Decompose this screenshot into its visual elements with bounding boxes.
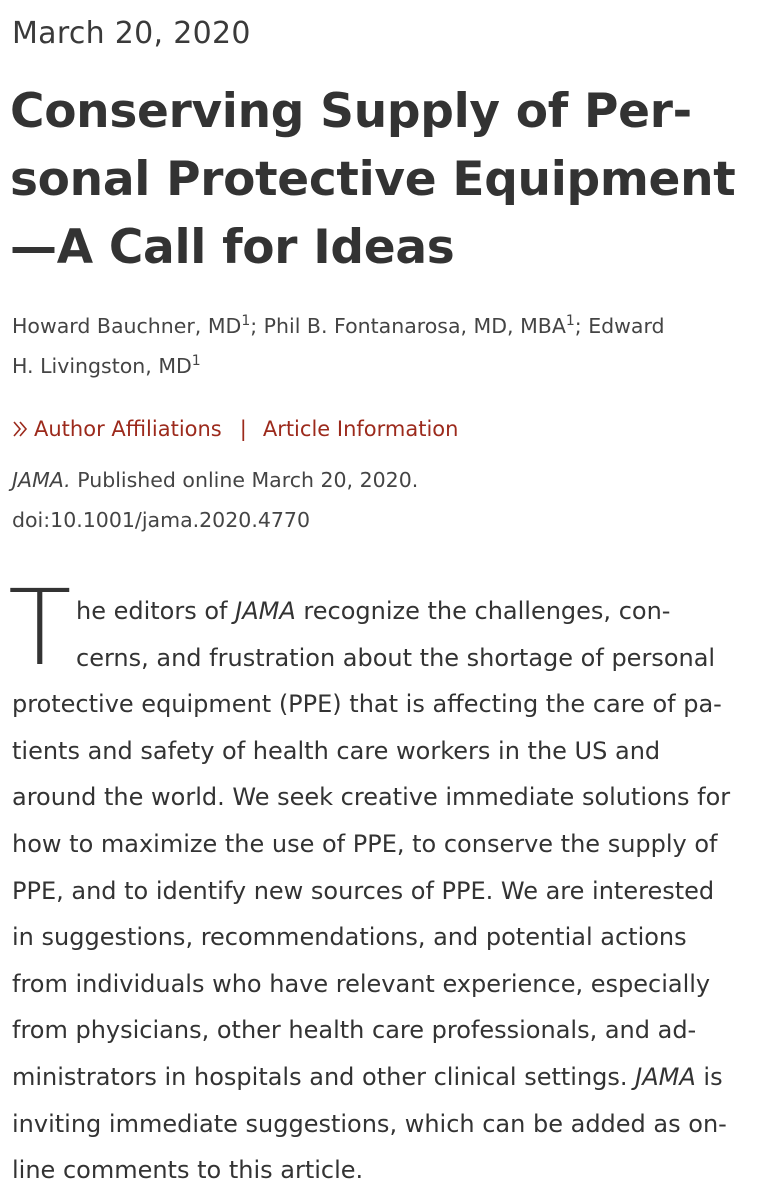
body-line: PPE, and to identify new sources of PPE. We are interested <box>12 876 715 905</box>
published-online: Published online March 20, 2020. <box>70 468 419 492</box>
body-line: around the world. We seek creative immediate solutions for <box>12 783 731 812</box>
author-line <box>12 346 752 386</box>
body-line: he editors of JAMA recognize the challenges, con- <box>76 597 671 625</box>
body-line: how to maximize the use of PPE, to conserve the supply of <box>12 829 718 858</box>
body-line: tients and safety of health care workers in the US and <box>12 736 661 765</box>
affiliation-marker: 1 <box>191 353 201 369</box>
author-list <box>12 306 752 386</box>
journal-name: JAMA <box>635 1062 696 1091</box>
title-line: sonal Protective Equipment <box>10 152 736 207</box>
body-line: from physicians, other health care professionals, and ad- <box>12 1016 697 1045</box>
drop-cap: T <box>8 567 72 689</box>
link-separator: | <box>239 417 247 441</box>
journal-name: JAMA. <box>12 468 71 492</box>
journal-name: JAMA <box>235 597 296 625</box>
article-links <box>12 412 458 446</box>
author-name[interactable]: Howard Bauchner, MD <box>12 314 242 338</box>
doi[interactable]: doi:10.1001/jama.2020.4770 <box>12 508 311 532</box>
title-line: Conserving Supply of Per- <box>10 84 692 139</box>
body-line: inviting immediate suggestions, which can be added as on- <box>12 1109 727 1138</box>
chevron-right-icon[interactable] <box>12 412 34 446</box>
published-line <box>12 460 418 500</box>
body-line: line comments to this article. <box>12 1156 364 1185</box>
author-name[interactable]: ; Phil B. Fontanarosa, MD, MBA <box>250 314 566 338</box>
body-line: from individuals who have relevant experience, especially <box>12 969 711 998</box>
author-name[interactable]: ; Edward <box>574 314 665 338</box>
author-affiliations-link[interactable]: Author Affiliations <box>34 417 222 441</box>
article-information-link[interactable]: Article Information <box>262 417 459 441</box>
body-line: in suggestions, recommendations, and potential actions <box>12 923 687 952</box>
author-line <box>12 306 752 346</box>
body-line: ministrators in hospitals and other clinical settings. JAMA is <box>12 1062 723 1091</box>
affiliation-marker: 1 <box>241 313 251 329</box>
title-line: —A Call for Ideas <box>10 220 455 275</box>
publication-info <box>12 460 418 540</box>
body-line: cerns, and frustration about the shortage of personal <box>76 643 716 672</box>
affiliation-marker: 1 <box>565 313 575 329</box>
article-title <box>10 78 750 282</box>
article-body <box>12 588 752 1194</box>
body-line: protective equipment (PPE) that is affecting the care of pa- <box>12 690 722 719</box>
publication-date: March 20, 2020 <box>12 16 251 51</box>
author-name[interactable]: H. Livingston, MD <box>12 354 192 378</box>
